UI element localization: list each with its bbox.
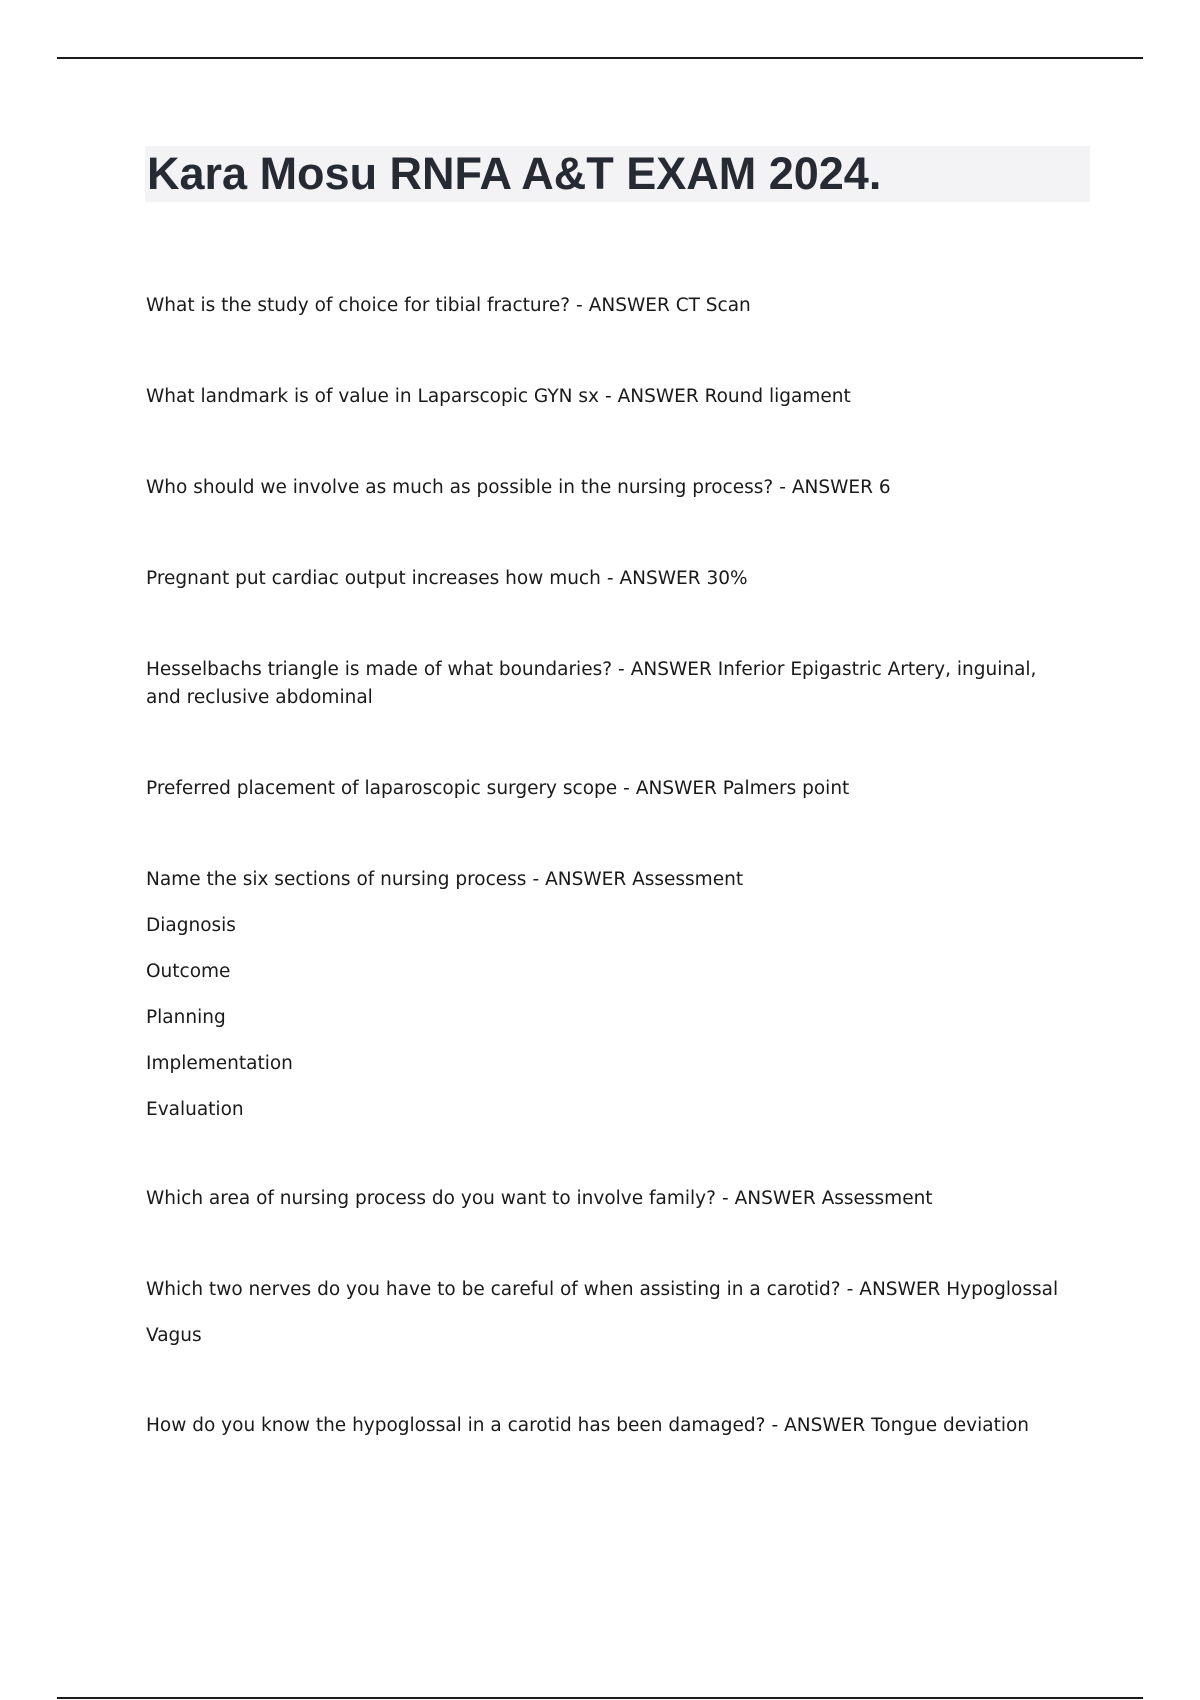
question-text: Which two nerves do you have to be careful of when assisting in a carotid? — [146, 1279, 841, 1300]
question-text: What landmark is of value in Laparscopic GYN sx — [146, 386, 599, 407]
answer-text: ANSWER Hypoglossal — [859, 1279, 1059, 1300]
answer-text: ANSWER Assessment — [734, 1188, 933, 1209]
separator: - — [623, 778, 630, 799]
answer-text: ANSWER 30% — [619, 568, 748, 589]
answer-text: ANSWER Assessment — [545, 869, 744, 890]
answer-line: Vagus — [146, 1325, 202, 1346]
separator: - — [771, 1415, 779, 1436]
answer-line: Planning — [146, 1007, 226, 1028]
question-text: How do you know the hypoglossal in a carotid has been damaged? — [146, 1415, 766, 1436]
question-text: Who should we involve as much as possible in the nursing process? — [146, 477, 774, 498]
answer-text: ANSWER Inferior Epigastric Artery, inguinal, and reclusive abdominal — [146, 659, 1037, 708]
bottom-rule — [57, 1697, 1143, 1699]
answer-text: ANSWER Palmers point — [635, 778, 850, 799]
separator: - — [846, 1279, 854, 1300]
qa-item-7 — [146, 866, 1076, 1124]
answer-text: ANSWER Tongue deviation — [784, 1415, 1030, 1436]
question-text: Hesselbachs triangle is made of what boundaries? — [146, 659, 613, 680]
separator: - — [618, 659, 625, 680]
question-text: What is the study of choice for tibial fracture? — [146, 295, 571, 316]
qa-item-5 — [146, 656, 1076, 712]
answer-line: Evaluation — [146, 1099, 244, 1120]
qa-item-3 — [146, 474, 1076, 502]
qa-item-8 — [146, 1185, 1076, 1213]
answer-text: ANSWER CT Scan — [588, 295, 751, 316]
answer-text: ANSWER 6 — [791, 477, 891, 498]
separator: - — [532, 869, 540, 890]
qa-item-4 — [146, 565, 1076, 593]
qa-item-9 — [146, 1276, 1076, 1350]
answer-text: ANSWER Round ligament — [617, 386, 851, 407]
separator: - — [604, 386, 612, 407]
qa-item-6 — [146, 775, 1076, 803]
separator: - — [779, 477, 786, 498]
question-text: Name the six sections of nursing process — [146, 869, 527, 890]
question-text: Which area of nursing process do you want to involve family? — [146, 1188, 716, 1209]
answer-line: Outcome — [146, 961, 231, 982]
question-text: Pregnant put cardiac output increases how much — [146, 568, 601, 589]
top-rule — [57, 57, 1143, 59]
question-text: Preferred placement of laparoscopic surgery scope — [146, 778, 618, 799]
document-title: Kara Mosu RNFA A&T EXAM 2024. — [147, 148, 882, 199]
separator: - — [721, 1188, 729, 1209]
separator: - — [576, 295, 583, 316]
qa-item-10 — [146, 1412, 1076, 1440]
answer-line: Implementation — [146, 1053, 293, 1074]
answer-line: Diagnosis — [146, 915, 236, 936]
qa-item-2 — [146, 383, 1076, 411]
qa-item-1 — [146, 292, 1076, 320]
separator: - — [606, 568, 614, 589]
